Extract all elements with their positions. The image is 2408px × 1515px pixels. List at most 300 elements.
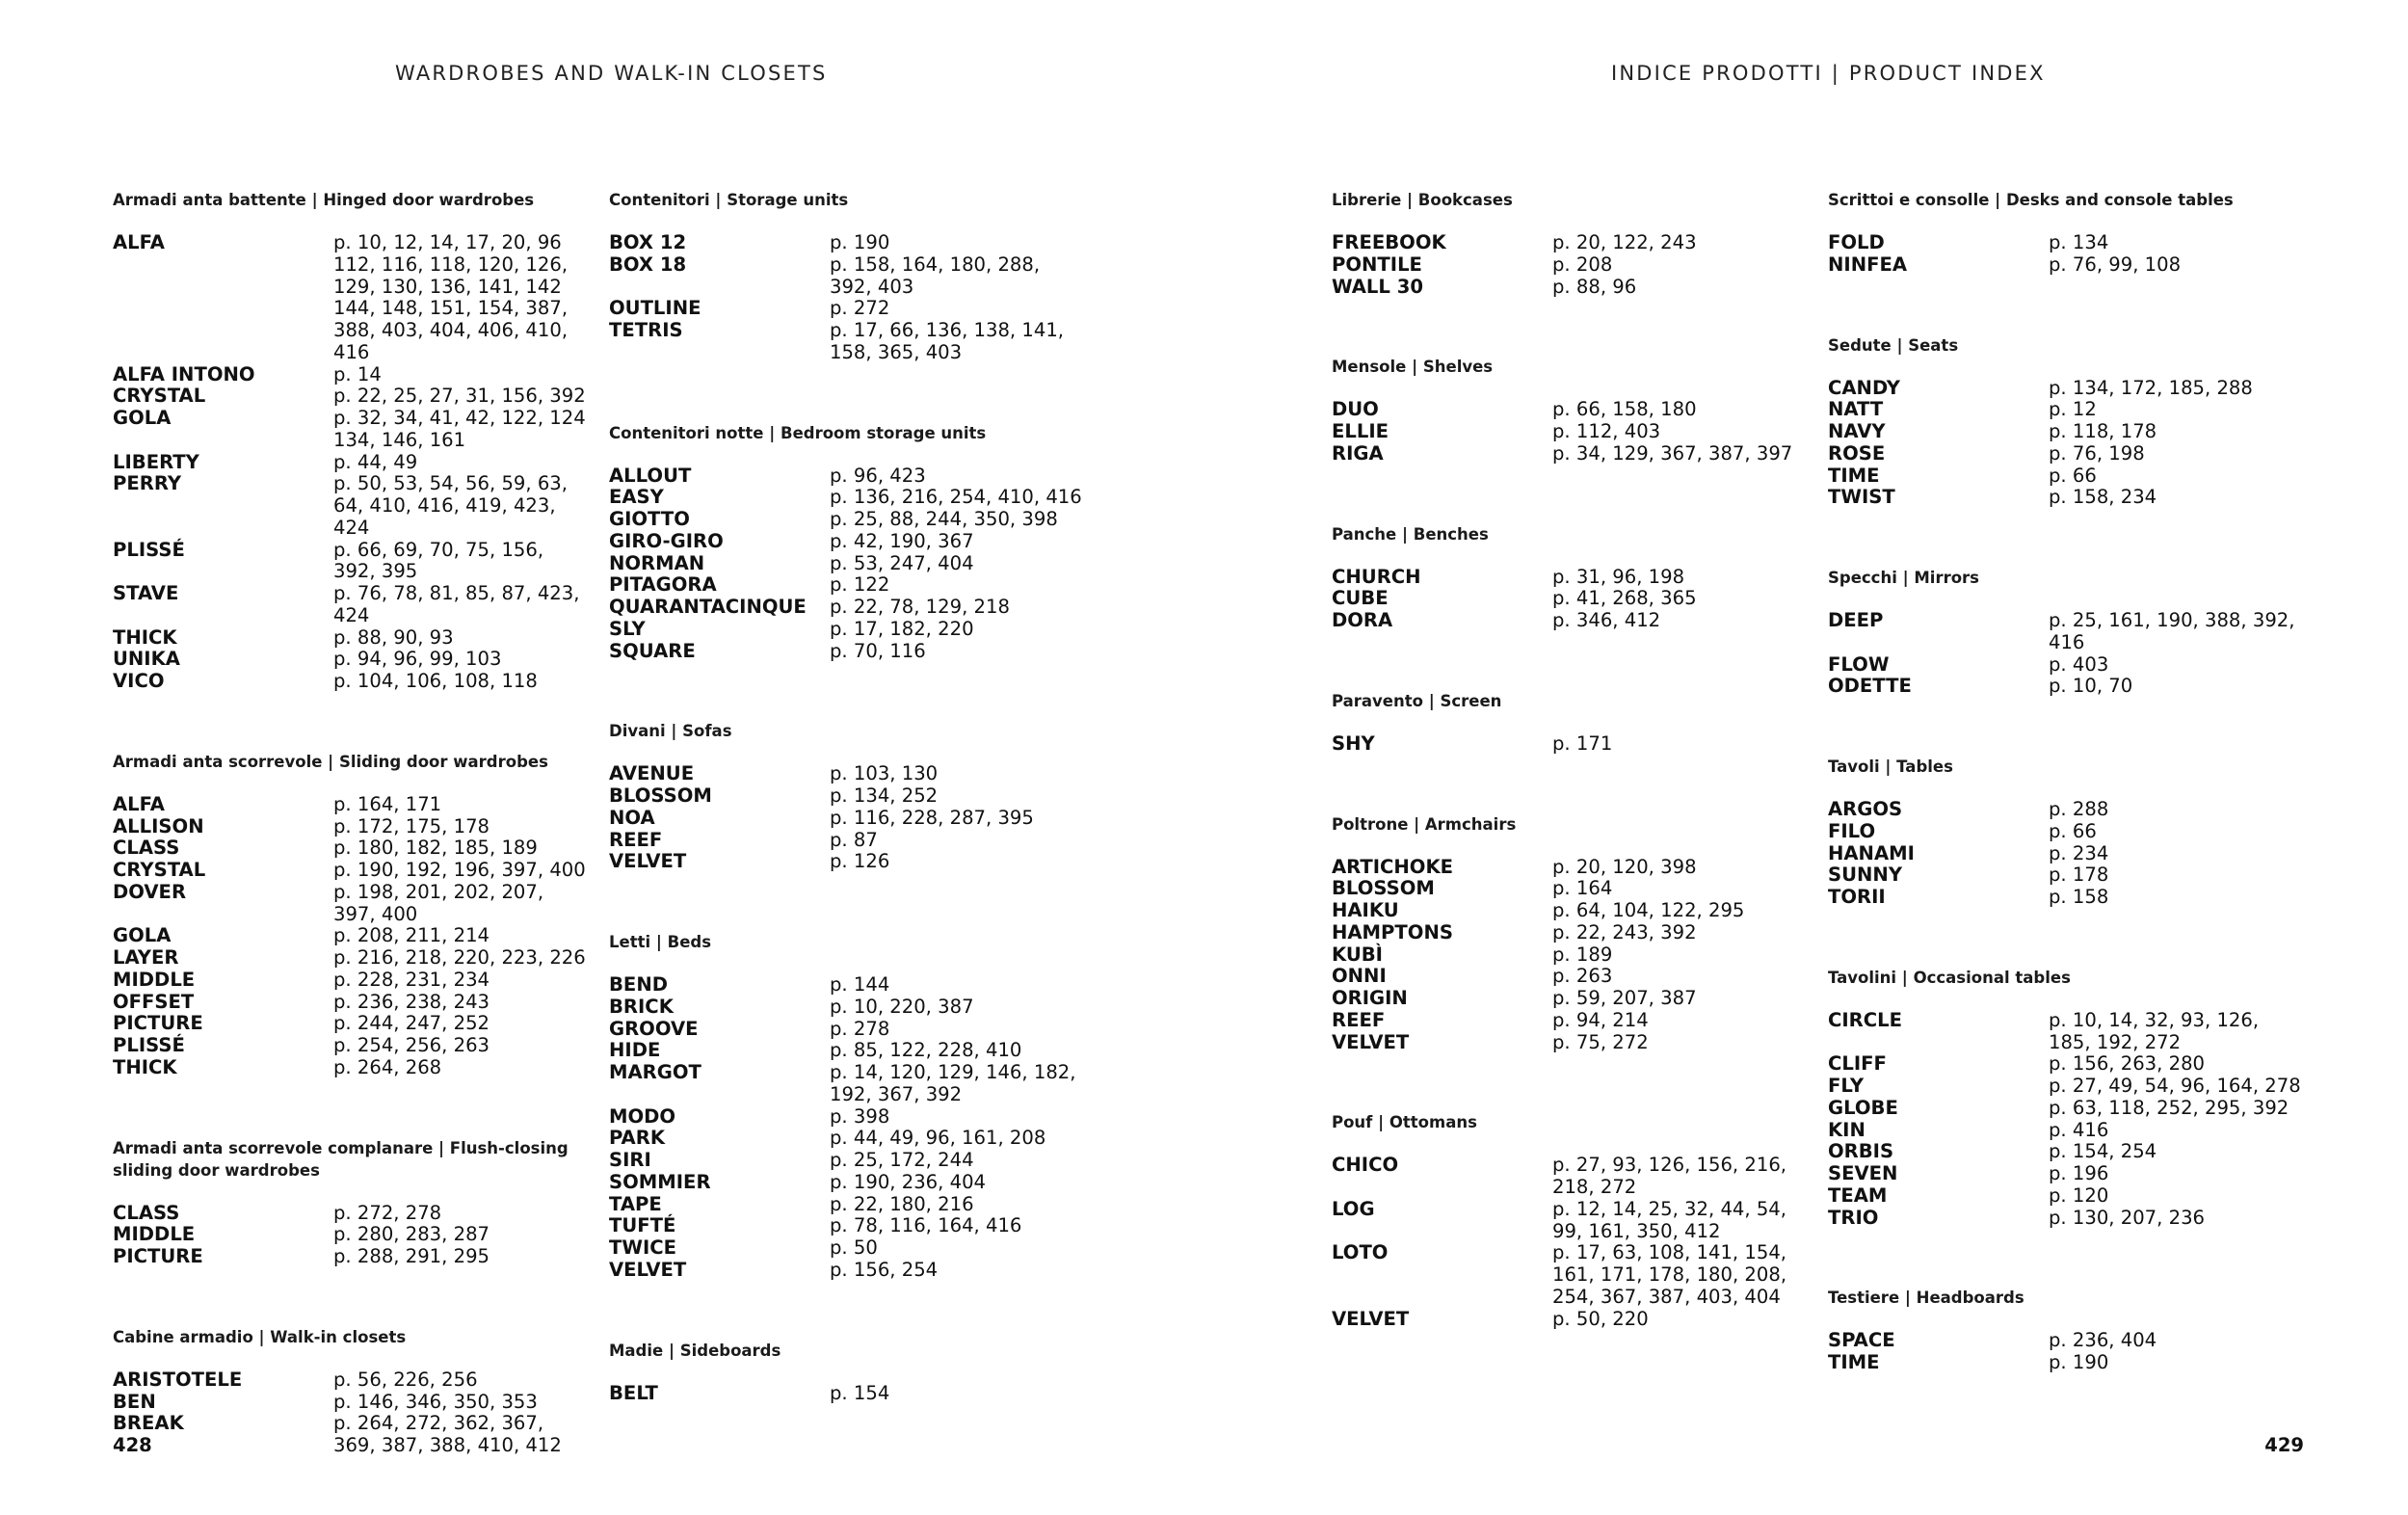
page-references: p. 398 <box>830 1104 890 1128</box>
index-entry <box>609 851 1091 873</box>
product-name: TRIO <box>1828 1206 1879 1229</box>
product-name: REEF <box>1332 1008 1386 1031</box>
product-name: CRYSTAL <box>113 385 206 408</box>
product-name: CANDY <box>1828 376 1900 399</box>
index-entry <box>609 1172 1091 1194</box>
index-entry <box>113 794 595 816</box>
index-entry <box>609 1106 1091 1129</box>
page-references: p. 228, 231, 234 <box>333 968 490 991</box>
index-section <box>609 720 1091 873</box>
page-references: p. 42, 190, 367 <box>830 529 974 552</box>
section-title: Cabine armadio | Walk-in closets <box>113 1327 407 1346</box>
product-name: PITAGORA <box>609 573 717 597</box>
page-references: p. 10, 12, 14, 17, 20, 96 112, 116, 118, 120, 126, 129, 130, 136, 141, 142 144, 148, 151, 154, 387, 388, 403, 404, 406, 410, 416 <box>333 231 569 363</box>
index-entry <box>1828 887 2310 909</box>
product-name: THICK <box>113 625 177 649</box>
page-references: p. 126 <box>830 850 890 873</box>
index-entry <box>113 627 595 650</box>
product-name: TORII <box>1828 886 1886 908</box>
page-references: p. 32, 34, 41, 42, 122, 124 134, 146, 161 <box>333 407 586 451</box>
index-entry <box>1828 654 2310 677</box>
page-number-right: 429 <box>2264 1434 2304 1456</box>
index-entry <box>113 364 595 386</box>
product-name: QUARANTACINQUE <box>609 596 807 618</box>
page-references: p. 280, 283, 287 <box>333 1223 490 1246</box>
page-references: p. 66, 69, 70, 75, 156, 392, 395 <box>333 538 544 583</box>
product-name: ORIGIN <box>1332 987 1408 1009</box>
index-entry <box>609 553 1091 575</box>
product-name: NINFEA <box>1828 252 1908 276</box>
page-references: p. 94, 96, 99, 103 <box>333 648 502 671</box>
index-entry <box>1332 1309 1813 1331</box>
index-section <box>609 422 1091 663</box>
index-entry <box>609 785 1091 808</box>
product-name: BOX 18 <box>609 252 687 276</box>
page-references: p. 10, 14, 32, 93, 126, 185, 192, 272 <box>2049 1008 2260 1053</box>
index-entry <box>609 1237 1091 1260</box>
product-name: CHICO <box>1332 1154 1399 1177</box>
section-title: Librerie | Bookcases <box>1332 191 1513 209</box>
page-references: p. 103, 130 <box>830 762 939 785</box>
index-entry <box>609 1194 1091 1216</box>
index-entry <box>609 1019 1091 1041</box>
product-name: DORA <box>1332 609 1393 631</box>
index-entry <box>1828 1053 2310 1076</box>
product-name: CLASS <box>113 1201 180 1224</box>
product-name: MODO <box>609 1104 676 1128</box>
section-title: Madie | Sideboards <box>609 1341 781 1360</box>
product-name: BLOSSOM <box>1332 877 1435 900</box>
page-references: p. 44, 49 <box>333 450 418 473</box>
index-entry <box>609 1383 1091 1405</box>
section-title: Armadi anta scorrevole complanare | Flush-closing sliding door wardrobes <box>113 1138 569 1180</box>
product-name: SQUARE <box>609 639 696 662</box>
page-references: p. 25, 161, 190, 388, 392, 416 <box>2049 609 2295 653</box>
page-references: p. 196 <box>2049 1162 2109 1184</box>
index-entry <box>1332 232 1813 254</box>
product-name: FREEBOOK <box>1332 231 1446 253</box>
index-entry <box>609 763 1091 785</box>
page-references: p. 66 <box>2049 819 2097 842</box>
index-entry <box>1828 1141 2310 1163</box>
index-entry <box>113 970 595 992</box>
product-name: OFFSET <box>113 990 195 1013</box>
index-entry <box>1828 1098 2310 1120</box>
index-entry <box>113 837 595 860</box>
index-entry <box>1828 465 2310 488</box>
page-references: p. 25, 88, 244, 350, 398 <box>830 508 1058 530</box>
page-references: p. 208 <box>1552 252 1613 276</box>
product-name: DEEP <box>1828 609 1884 631</box>
index-entry <box>113 452 595 474</box>
product-name: ALFA <box>113 792 165 815</box>
page-references: p. 156, 263, 280 <box>2049 1052 2206 1076</box>
index-entry <box>113 816 595 838</box>
index-entry <box>113 408 595 452</box>
page-references: p. 10, 220, 387 <box>830 995 974 1018</box>
page-references: p. 85, 122, 228, 410 <box>830 1039 1022 1062</box>
product-name: MIDDLE <box>113 968 196 991</box>
product-name: ARGOS <box>1828 798 1903 820</box>
page-references: p. 189 <box>1552 943 1613 966</box>
section-title: Letti | Beds <box>609 933 712 951</box>
index-entry <box>1332 567 1813 589</box>
index-entry <box>1828 864 2310 887</box>
product-name: ALFA <box>113 231 165 253</box>
page-references: p. 171 <box>1552 731 1613 755</box>
section-title: Poltrone | Armchairs <box>1332 814 1517 834</box>
product-name: VICO <box>113 670 165 692</box>
page-references: p. 112, 403 <box>1552 420 1661 442</box>
page-references: p. 346, 412 <box>1552 609 1661 631</box>
page-references: p. 50, 220 <box>1552 1307 1649 1330</box>
product-name: LAYER <box>113 946 179 969</box>
page-references: p. 272 <box>830 297 890 320</box>
index-section <box>113 1137 595 1268</box>
page-references: p. 53, 247, 404 <box>830 551 974 574</box>
index-entry <box>113 671 595 693</box>
product-name: ALFA INTONO <box>113 362 255 385</box>
page-references: p. 154, 254 <box>2049 1140 2157 1163</box>
product-name: CRYSTAL <box>113 859 206 881</box>
index-section <box>1828 756 2310 909</box>
product-name: VELVET <box>1332 1307 1410 1330</box>
index-entry <box>1332 900 1813 922</box>
page-references: p. 158 <box>2049 886 2109 908</box>
product-name: PICTURE <box>113 1012 203 1035</box>
index-entry <box>1332 610 1813 632</box>
index-entry <box>113 583 595 627</box>
right-running-head: INDICE PRODOTTI | PRODUCT INDEX <box>1611 62 2046 85</box>
index-column-4 <box>1828 189 2310 1432</box>
page-references: p. 12, 14, 25, 32, 44, 54, 99, 161, 350, 412 <box>1552 1197 1786 1242</box>
page-references: p. 17, 66, 136, 138, 141, 158, 365, 403 <box>830 319 1065 363</box>
section-title: Testiere | Headboards <box>1828 1289 2024 1308</box>
index-entry <box>113 992 595 1014</box>
index-entry <box>609 641 1091 663</box>
page-references: p. 254, 256, 263 <box>333 1034 490 1056</box>
page-references: p. 66 <box>2049 464 2097 487</box>
product-name: ALLOUT <box>609 464 692 487</box>
page-references: p. 64, 104, 122, 295 <box>1552 899 1745 921</box>
page-references: p. 172, 175, 178 <box>333 814 490 837</box>
index-entry <box>1828 399 2310 421</box>
product-name: TEAM <box>1828 1183 1888 1207</box>
page-references: p. 158, 234 <box>2049 486 2157 509</box>
page-references: p. 104, 106, 108, 118 <box>333 670 538 692</box>
index-entry <box>113 1013 595 1035</box>
section-title: Panche | Benches <box>1332 524 1489 544</box>
product-name: SPACE <box>1828 1329 1895 1352</box>
section-title: Paravento | Screen <box>1332 691 1502 710</box>
product-name: VELVET <box>609 1258 687 1281</box>
product-name: TWICE <box>609 1236 677 1259</box>
index-section <box>609 189 1091 364</box>
product-name: REEF <box>609 828 663 851</box>
index-section <box>1828 567 2310 698</box>
page-references: p. 288 <box>2049 798 2109 820</box>
page-references: p. 76, 198 <box>2049 441 2145 465</box>
page-references: p. 17, 63, 108, 141, 154, 161, 171, 178, 180, 208, 254, 367, 387, 403, 404 <box>1552 1241 1787 1308</box>
page-references: p. 22, 25, 27, 31, 156, 392 <box>333 385 586 408</box>
page-references: p. 31, 96, 198 <box>1552 565 1685 588</box>
index-entry <box>113 649 595 671</box>
product-name: LOTO <box>1332 1241 1389 1264</box>
index-entry <box>113 1203 595 1225</box>
page-references: p. 236, 404 <box>2049 1329 2157 1352</box>
product-name: GLOBE <box>1828 1096 1898 1119</box>
page-references: p. 76, 78, 81, 85, 87, 423, 424 <box>333 582 580 626</box>
index-entry <box>1828 1330 2310 1352</box>
page-references: p. 78, 116, 164, 416 <box>830 1214 1022 1237</box>
index-entry <box>1828 1076 2310 1098</box>
page-references: p. 134, 172, 185, 288 <box>2049 376 2253 399</box>
index-entry <box>1828 821 2310 843</box>
index-entry <box>113 540 595 584</box>
index-entry <box>113 925 595 947</box>
section-title: Scrittoi e consolle | Desks and console tables <box>1828 191 2234 209</box>
product-name: SLY <box>609 617 646 640</box>
index-entry <box>113 882 595 926</box>
page-references: p. 56, 226, 256 <box>333 1368 478 1391</box>
index-entry <box>1828 487 2310 509</box>
page-references: p. 17, 182, 220 <box>830 617 974 640</box>
product-name: THICK <box>113 1055 177 1078</box>
product-name: FILO <box>1828 819 1876 842</box>
product-name: TIME <box>1828 1351 1880 1373</box>
product-name: EASY <box>609 486 664 509</box>
index-entry <box>609 254 1091 299</box>
product-name: KUBÌ <box>1332 943 1383 966</box>
section-title: Contenitori notte | Bedroom storage units <box>609 423 987 442</box>
product-name: PONTILE <box>1332 252 1422 276</box>
index-entry <box>1332 1155 1813 1199</box>
index-entry <box>1828 799 2310 821</box>
product-name: BLOSSOM <box>609 784 712 807</box>
index-entry <box>1332 944 1813 967</box>
product-name: HAIKU <box>1332 899 1399 921</box>
index-entry <box>1332 254 1813 277</box>
product-name: SUNNY <box>1828 864 1903 887</box>
index-entry <box>1332 857 1813 879</box>
product-name: NATT <box>1828 398 1884 421</box>
index-entry <box>609 1128 1091 1150</box>
page-references: p. 120 <box>2049 1183 2109 1207</box>
index-entry <box>1828 843 2310 865</box>
product-name: CHURCH <box>1332 565 1421 588</box>
index-entry <box>1828 443 2310 465</box>
product-name: GROOVE <box>609 1017 699 1040</box>
product-name: BREAK <box>113 1412 184 1435</box>
page-references: p. 63, 118, 252, 295, 392 <box>2049 1096 2289 1119</box>
product-name: LOG <box>1332 1197 1375 1220</box>
index-section <box>113 1326 595 1457</box>
product-name: RIGA <box>1332 441 1384 465</box>
page-references: p. 190 <box>2049 1351 2109 1373</box>
product-name: MARGOT <box>609 1061 701 1083</box>
index-entry <box>1828 378 2310 400</box>
page-number-left: 428 <box>113 1434 152 1456</box>
page-references: p. 34, 129, 367, 387, 397 <box>1552 441 1793 465</box>
index-column-3 <box>1332 189 1813 1388</box>
index-entry <box>1332 1032 1813 1054</box>
section-title: Tavolini | Occasional tables <box>1828 968 2071 987</box>
index-entry <box>113 1035 595 1057</box>
page-references: p. 20, 120, 398 <box>1552 855 1697 878</box>
page-references: p. 10, 70 <box>2049 675 2133 698</box>
product-name: PARK <box>609 1127 665 1150</box>
index-entry <box>609 830 1091 852</box>
product-name: FLY <box>1828 1075 1865 1097</box>
index-entry <box>609 1062 1091 1106</box>
index-section <box>1332 356 1813 465</box>
index-entry <box>609 619 1091 641</box>
index-entry <box>1828 1208 2310 1230</box>
index-entry <box>113 1392 595 1414</box>
section-title: Contenitori | Storage units <box>609 191 849 209</box>
page-references: p. 96, 423 <box>830 464 926 487</box>
product-name: HANAMI <box>1828 841 1915 864</box>
index-column-1 <box>113 189 595 1515</box>
index-section <box>1828 189 2310 277</box>
index-section <box>1332 1111 1813 1330</box>
page-references: p. 76, 99, 108 <box>2049 252 2182 276</box>
product-name: GIOTTO <box>609 508 690 530</box>
product-name: PERRY <box>113 472 182 495</box>
index-entry <box>609 1260 1091 1282</box>
index-entry <box>609 509 1091 531</box>
index-entry <box>1828 1120 2310 1142</box>
product-name: TUFTÉ <box>609 1214 676 1237</box>
product-name: ALLISON <box>113 814 204 837</box>
page-references: p. 22, 243, 392 <box>1552 920 1697 944</box>
index-entry <box>609 997 1091 1019</box>
page-references: p. 50, 53, 54, 56, 59, 63, 64, 410, 416, 419, 423, 424 <box>333 472 568 539</box>
product-name: NORMAN <box>609 551 705 574</box>
page-references: p. 244, 247, 252 <box>333 1012 490 1035</box>
index-entry <box>1828 1010 2310 1054</box>
product-name: GIRO-GIRO <box>609 529 724 552</box>
product-name: ODETTE <box>1828 675 1912 698</box>
index-entry <box>1332 588 1813 610</box>
page-references: p. 158, 164, 180, 288, 392, 403 <box>830 252 1041 298</box>
page-references: p. 164 <box>1552 877 1613 900</box>
product-name: GOLA <box>113 407 172 429</box>
page-references: p. 50 <box>830 1236 878 1259</box>
index-entry <box>113 1246 595 1268</box>
product-name: TETRIS <box>609 319 683 341</box>
product-name: VELVET <box>1332 1030 1410 1053</box>
page-references: p. 146, 346, 350, 353 <box>333 1390 538 1413</box>
page-references: p. 12 <box>2049 398 2097 421</box>
product-name: CIRCLE <box>1828 1008 1903 1031</box>
index-section <box>1332 813 1813 1054</box>
page-references: p. 144 <box>830 973 890 996</box>
section-title: Sedute | Seats <box>1828 335 1959 355</box>
product-name: NAVY <box>1828 420 1886 442</box>
page-references: p. 180, 182, 185, 189 <box>333 837 538 860</box>
product-name: CLASS <box>113 837 180 860</box>
index-entry <box>609 597 1091 619</box>
product-name: SEVEN <box>1828 1162 1898 1184</box>
page-references: p. 208, 211, 214 <box>333 924 490 947</box>
index-entry <box>113 1413 595 1457</box>
page-references: p. 116, 228, 287, 395 <box>830 806 1034 829</box>
product-name: ROSE <box>1828 441 1886 465</box>
product-name: FLOW <box>1828 652 1890 676</box>
index-entry <box>1332 399 1813 421</box>
index-entry <box>1828 1185 2310 1208</box>
page-references: p. 416 <box>2049 1118 2109 1141</box>
product-name: ONNI <box>1332 965 1387 988</box>
product-name: ORBIS <box>1828 1140 1894 1163</box>
index-entry <box>609 320 1091 364</box>
left-running-head: WARDROBES AND WALK-IN CLOSETS <box>395 62 828 85</box>
index-entry <box>113 232 595 364</box>
page-references: p. 44, 49, 96, 161, 208 <box>830 1127 1046 1150</box>
product-name: ARTICHOKE <box>1332 855 1454 878</box>
page-references: p. 272, 278 <box>333 1201 442 1224</box>
page-references: p. 403 <box>2049 652 2109 676</box>
index-entry <box>113 947 595 970</box>
product-name: KIN <box>1828 1118 1866 1141</box>
index-entry <box>1332 443 1813 465</box>
section-title: Armadi anta scorrevole | Sliding door wardrobes <box>113 752 548 771</box>
page-references: p. 75, 272 <box>1552 1030 1649 1053</box>
page-references: p. 190, 236, 404 <box>830 1170 987 1193</box>
index-entry <box>1828 676 2310 698</box>
index-section <box>113 751 595 1079</box>
page-references: p. 134, 252 <box>830 784 939 807</box>
index-entry <box>1332 277 1813 299</box>
product-name: BEND <box>609 973 668 996</box>
page-references: p. 94, 214 <box>1552 1008 1649 1031</box>
product-name: DOVER <box>113 880 187 903</box>
index-section <box>609 1340 1091 1405</box>
index-column-2 <box>609 189 1091 1462</box>
product-name: CLIFF <box>1828 1052 1887 1076</box>
page-references: p. 88, 90, 93 <box>333 625 454 649</box>
product-name: OUTLINE <box>609 297 701 320</box>
section-title: Pouf | Ottomans <box>1332 1113 1477 1132</box>
index-entry <box>609 1040 1091 1062</box>
index-entry <box>609 465 1091 488</box>
index-entry <box>1332 878 1813 900</box>
index-entry <box>113 1057 595 1079</box>
index-entry <box>113 1369 595 1392</box>
product-name: PICTURE <box>113 1245 203 1267</box>
product-name: TAPE <box>609 1192 662 1215</box>
page-references: p. 122 <box>830 573 890 597</box>
index-entry <box>113 1224 595 1246</box>
index-entry <box>1332 1199 1813 1243</box>
index-entry <box>1828 254 2310 277</box>
product-name: CUBE <box>1332 587 1389 610</box>
product-name: BRICK <box>609 995 674 1018</box>
page-references: p. 22, 78, 129, 218 <box>830 596 1010 618</box>
page-references: p. 264, 268 <box>333 1055 442 1078</box>
index-entry <box>609 1215 1091 1237</box>
section-title: Divani | Sofas <box>609 722 732 741</box>
index-entry <box>1332 966 1813 988</box>
index-entry <box>609 487 1091 509</box>
page-references: p. 190 <box>830 231 890 253</box>
page-references: p. 288, 291, 295 <box>333 1245 490 1267</box>
page-references: p. 264, 272, 362, 367, 369, 387, 388, 410, 412 <box>333 1412 562 1456</box>
product-name: MIDDLE <box>113 1223 196 1246</box>
product-name: SHY <box>1332 731 1375 755</box>
section-title: Mensole | Shelves <box>1332 358 1494 377</box>
